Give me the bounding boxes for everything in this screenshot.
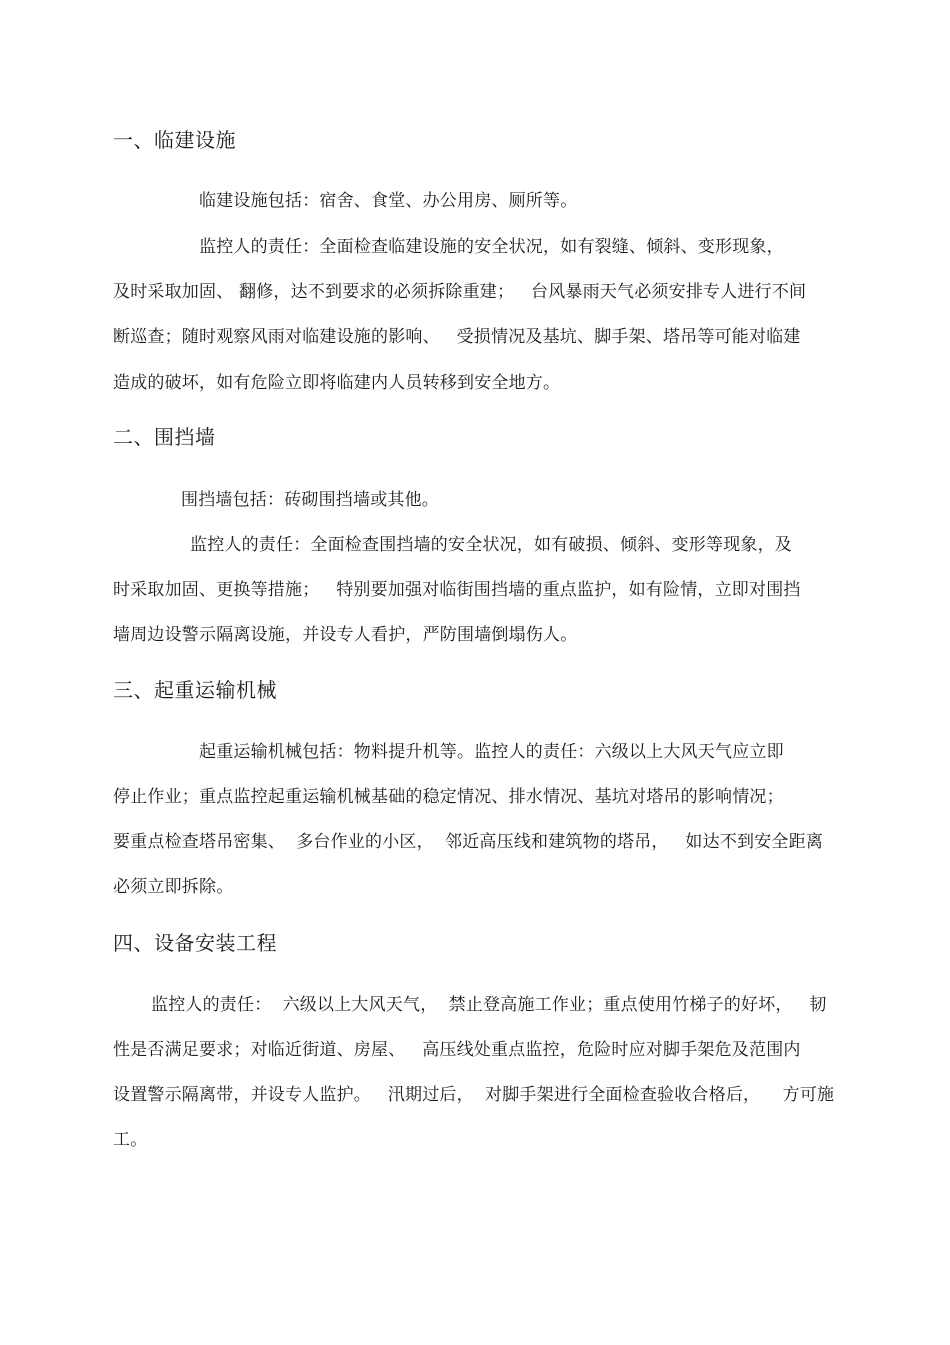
paragraph-line: 墙周边设警示隔离设施，并设专人看护，严防围墙倒塌伤人。 xyxy=(113,625,578,645)
paragraph-line: 造成的破坏，如有危险立即将临建内人员转移到安全地方。 xyxy=(113,373,561,393)
paragraph-line: 必须立即拆除。 xyxy=(113,877,234,897)
paragraph-line: 临建设施包括：宿舍、食堂、办公用房、厕所等。 xyxy=(199,191,578,211)
section-heading-4: 四、设备安装工程 xyxy=(113,931,277,955)
paragraph-line: 及时采取加固、 翻修，达不到要求的必须拆除重建； 台风暴雨天气必须安排专人进行不间 xyxy=(113,282,807,302)
paragraph-line: 停止作业；重点监控起重运输机械基础的稳定情况、排水情况、基坑对塔吊的影响情况； xyxy=(113,787,784,807)
paragraph-line: 监控人的责任：全面检查临建设施的安全状况，如有裂缝、倾斜、变形现象， xyxy=(199,237,784,257)
paragraph-line: 监控人的责任：全面检查围挡墙的安全状况，如有破损、倾斜、变形等现象，及 xyxy=(190,535,792,555)
section-heading-1: 一、临建设施 xyxy=(113,128,236,152)
paragraph-line: 起重运输机械包括：物料提升机等。监控人的责任：六级以上大风天气应立即 xyxy=(199,742,784,762)
paragraph-line: 性是否满足要求；对临近街道、房屋、 高压线处重点监控，危险时应对脚手架危及范围内 xyxy=(113,1040,801,1060)
paragraph-line: 要重点检查塔吊密集、 多台作业的小区， 邻近高压线和建筑物的塔吊， 如达不到安全距离 xyxy=(113,832,824,852)
paragraph-line: 时采取加固、更换等措施； 特别要加强对临街围挡墙的重点监护，如有险情，立即对围挡 xyxy=(113,580,801,600)
paragraph-line: 监控人的责任： 六级以上大风天气， 禁止登高施工作业；重点使用竹梯子的好坏， 韧 xyxy=(151,995,827,1015)
paragraph-line: 工。 xyxy=(113,1130,148,1150)
section-heading-3: 三、起重运输机械 xyxy=(113,678,277,702)
section-heading-2: 二、围挡墙 xyxy=(113,425,216,449)
paragraph-line: 围挡墙包括：砖砌围挡墙或其他。 xyxy=(181,490,439,510)
paragraph-line: 断巡查；随时观察风雨对临建设施的影响、 受损情况及基坑、脚手架、塔吊等可能对临建 xyxy=(113,327,801,347)
paragraph-line: 设置警示隔离带，并设专人监护。 汛期过后， 对脚手架进行全面检查验收合格后， 方可施 xyxy=(113,1085,835,1105)
